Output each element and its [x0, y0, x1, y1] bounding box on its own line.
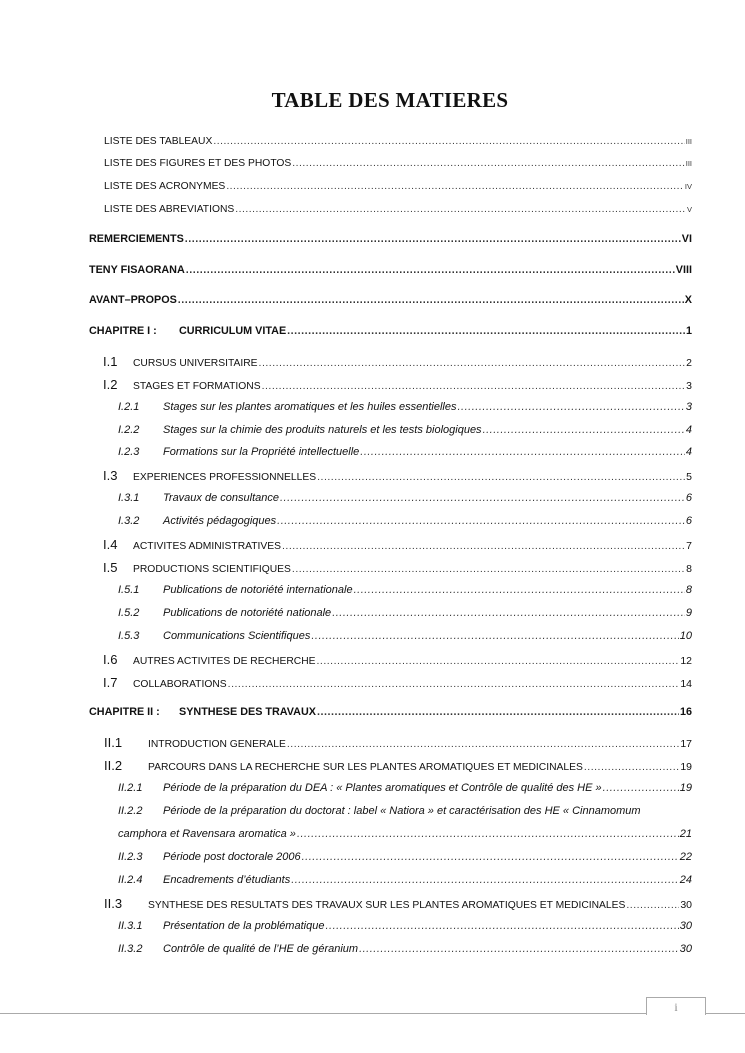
- toc-entry-i4[interactable]: [103, 537, 692, 552]
- toc-entry-number: CHAPITRE I :: [89, 325, 157, 337]
- toc-entry-i3[interactable]: [103, 468, 692, 483]
- toc-entry-number: I.6: [103, 652, 118, 667]
- toc-entry-page: 5: [686, 471, 692, 483]
- toc-entry-ii2[interactable]: [104, 758, 692, 773]
- toc-entry-i2-1[interactable]: [118, 401, 692, 413]
- toc-entry-page: 8: [686, 563, 692, 575]
- toc-entry-number: I.3.2: [118, 515, 140, 527]
- toc-entry-liste-abreviations[interactable]: [104, 204, 692, 215]
- toc-entry-page: III: [685, 159, 692, 168]
- toc-entry-i3-1[interactable]: [118, 492, 692, 504]
- toc-entry-number: II.3: [104, 896, 123, 911]
- toc-entry-number: I.2.1: [118, 401, 140, 413]
- toc-entry-label: Encadrements d’étudiants: [163, 874, 291, 886]
- toc-entry-ii3[interactable]: [104, 896, 692, 911]
- toc-entry-label: ACTIVITES ADMINISTRATIVES: [133, 541, 281, 552]
- toc-entry-page: VIII: [675, 264, 692, 276]
- toc-entry-number: II.2.1: [118, 782, 143, 794]
- toc-entry-label: STAGES ET FORMATIONS: [133, 381, 261, 392]
- toc-entry-label: Publications de notoriété internationale: [163, 584, 353, 596]
- toc-entry-label: LISTE DES ABREVIATIONS: [104, 204, 235, 215]
- toc-entry-label: COLLABORATIONS: [133, 679, 227, 690]
- page-number-box: [646, 997, 706, 1015]
- toc-entry-liste-tableaux[interactable]: [104, 136, 692, 147]
- toc-entry-label: LISTE DES FIGURES ET DES PHOTOS: [104, 158, 292, 169]
- toc-entry-avant-propos[interactable]: [89, 294, 692, 306]
- toc-entry-liste-acronymes[interactable]: [104, 181, 692, 192]
- toc-entry-label: Période de la préparation du doctorat : label « Natiora » et caractérisation des HE « Cinnamomum: [163, 805, 641, 817]
- toc-entry-label: REMERCIEMENTS: [89, 233, 184, 245]
- toc-entry-label: SYNTHESE DES TRAVAUX: [179, 706, 316, 718]
- toc-entry-page: 3: [685, 401, 692, 413]
- toc-entry-ii2-1[interactable]: [118, 782, 692, 794]
- toc-entry-number: I.5: [103, 560, 118, 575]
- toc-entry-label: LISTE DES ACRONYMES: [104, 181, 226, 192]
- toc-entry-i2-3[interactable]: [118, 446, 692, 458]
- toc-entry-number: CHAPITRE II :: [89, 706, 160, 718]
- toc-entry-i6[interactable]: [103, 652, 692, 667]
- toc-entry-label: camphora et Ravensara aromatica »: [118, 828, 296, 840]
- toc-entry-label: Présentation de la problématique: [163, 920, 325, 932]
- toc-entry-chapitre-1[interactable]: [89, 325, 692, 337]
- toc-entry-number: II.2.4: [118, 874, 143, 886]
- toc-entry-label: Communications Scientifiques: [163, 630, 311, 642]
- toc-entry-label: SYNTHESE DES RESULTATS DES TRAVAUX SUR LES PLANTES AROMATIQUES ET MEDICINALES: [148, 900, 626, 911]
- toc-entry-page: 17: [680, 738, 692, 750]
- toc-entry-page: 12: [680, 655, 692, 667]
- toc-entry-label: Stages sur les plantes aromatiques et les huiles essentielles: [163, 401, 457, 413]
- toc-entry-label: Travaux de consultance: [163, 492, 279, 504]
- toc-entry-i7[interactable]: [103, 675, 692, 690]
- toc-entry-ii1[interactable]: [104, 735, 692, 750]
- toc-entry-label: Formations sur la Propriété intellectuelle: [163, 446, 360, 458]
- toc-entry-page: 30: [679, 920, 692, 932]
- toc-entry-page: 21: [679, 828, 692, 840]
- toc-entry-i5-2[interactable]: [118, 607, 692, 619]
- toc-entry-label: CURRICULUM VITAE: [179, 325, 287, 337]
- toc-entry-number: I.5.3: [118, 630, 140, 642]
- toc-entry-page: 30: [679, 943, 692, 955]
- toc-entry-page: 4: [685, 446, 692, 458]
- toc-entry-page: X: [684, 294, 692, 306]
- toc-entry-page: 6: [685, 515, 692, 527]
- toc-entry-label: AVANT–PROPOS: [89, 294, 177, 306]
- toc-entry-i3-2[interactable]: [118, 515, 692, 527]
- toc-entry-page: 30: [680, 899, 692, 911]
- toc-entry-label: Contrôle de qualité de l’HE de géranium: [163, 943, 359, 955]
- toc-entry-page: 19: [679, 782, 692, 794]
- toc-entry-label: Période post doctorale 2006: [163, 851, 301, 863]
- toc-entry-teny-fisaorana[interactable]: [89, 264, 692, 276]
- toc-entry-liste-figures[interactable]: [104, 158, 692, 169]
- toc-entry-page: 1: [685, 325, 692, 337]
- toc-entry-label: PARCOURS DANS LA RECHERCHE SUR LES PLANTES AROMATIQUES ET MEDICINALES: [148, 762, 583, 773]
- toc-entry-label: LISTE DES TABLEAUX: [104, 136, 213, 147]
- toc-entry-number: II.2.2: [118, 805, 143, 817]
- toc-entry-page: 6: [685, 492, 692, 504]
- toc-entry-number: I.2.3: [118, 446, 140, 458]
- toc-entry-i5-3[interactable]: [118, 630, 692, 642]
- toc-entry-label: Période de la préparation du DEA : « Plantes aromatiques et Contrôle de qualité des HE »: [163, 782, 602, 794]
- toc-entry-page: III: [685, 137, 692, 146]
- toc-entry-page: 14: [680, 678, 692, 690]
- toc-entry-number: II.1: [104, 735, 123, 750]
- toc-entry-ii3-2[interactable]: [118, 943, 692, 955]
- toc-entry-page: 3: [686, 380, 692, 392]
- toc-entry-page: 24: [679, 874, 692, 886]
- toc-entry-page: IV: [684, 182, 692, 191]
- page-number: i: [674, 1000, 678, 1014]
- toc-entry-ii3-1[interactable]: [118, 920, 692, 932]
- toc-entry-number: I.4: [103, 537, 118, 552]
- toc-entry-i2[interactable]: [103, 377, 692, 392]
- toc-entry-ii2-2[interactable]: [118, 805, 692, 817]
- toc-entry-page: 16: [679, 706, 692, 718]
- toc-entry-number: II.3.2: [118, 943, 143, 955]
- toc-entry-label: CURSUS UNIVERSITAIRE: [133, 358, 258, 369]
- toc-entry-number: I.5.2: [118, 607, 140, 619]
- toc-entry-label: AUTRES ACTIVITES DE RECHERCHE: [133, 656, 316, 667]
- toc-entry-label: TENY FISAORANA: [89, 264, 185, 276]
- toc-entry-page: 8: [685, 584, 692, 596]
- toc-entry-number: I.3.1: [118, 492, 140, 504]
- toc-entry-ii2-3[interactable]: [118, 851, 692, 863]
- footer-rule: [0, 1013, 745, 1014]
- toc-entry-i5-1[interactable]: [118, 584, 692, 596]
- toc-entry-page: V: [686, 205, 692, 214]
- toc-entry-page: 7: [686, 540, 692, 552]
- toc-entry-number: II.2.3: [118, 851, 143, 863]
- toc-entry-number: I.2: [103, 377, 118, 392]
- toc-entry-i1[interactable]: [103, 354, 692, 369]
- toc-entry-number: I.7: [103, 675, 118, 690]
- toc-entry-page: 9: [685, 607, 692, 619]
- toc-entry-label: EXPERIENCES PROFESSIONNELLES: [133, 472, 317, 483]
- page-title: TABLE DES MATIERES: [271, 88, 509, 112]
- toc-entry-i2-2[interactable]: [118, 424, 692, 436]
- toc-entry-i5[interactable]: [103, 560, 692, 575]
- toc-entry-page: 19: [680, 761, 692, 773]
- toc-entry-page: 4: [685, 424, 692, 436]
- toc-entry-remerciements[interactable]: [89, 233, 692, 245]
- toc-entry-page: 2: [686, 357, 692, 369]
- toc-entry-ii2-2-continued[interactable]: [118, 828, 692, 840]
- toc-entry-number: II.2: [104, 758, 123, 773]
- toc-entry-label: PRODUCTIONS SCIENTIFIQUES: [133, 564, 291, 575]
- toc-entry-number: I.3: [103, 468, 118, 483]
- toc-entry-chapitre-2[interactable]: [89, 706, 692, 718]
- toc-entry-label: Activités pédagogiques: [163, 515, 277, 527]
- toc-entry-page: VI: [681, 233, 692, 245]
- toc-entry-label: INTRODUCTION GENERALE: [148, 739, 286, 750]
- toc-entry-page: 22: [679, 851, 692, 863]
- toc-entry-number: I.2.2: [118, 424, 140, 436]
- toc-entry-number: I.1: [103, 354, 118, 369]
- toc-entry-label: Stages sur la chimie des produits naturels et les tests biologiques: [163, 424, 482, 436]
- toc-entry-number: I.5.1: [118, 584, 140, 596]
- toc-entry-page: 10: [679, 630, 692, 642]
- toc-entry-number: II.3.1: [118, 920, 143, 932]
- toc-entry-label: Publications de notoriété nationale: [163, 607, 332, 619]
- toc-entry-ii2-4[interactable]: [118, 874, 692, 886]
